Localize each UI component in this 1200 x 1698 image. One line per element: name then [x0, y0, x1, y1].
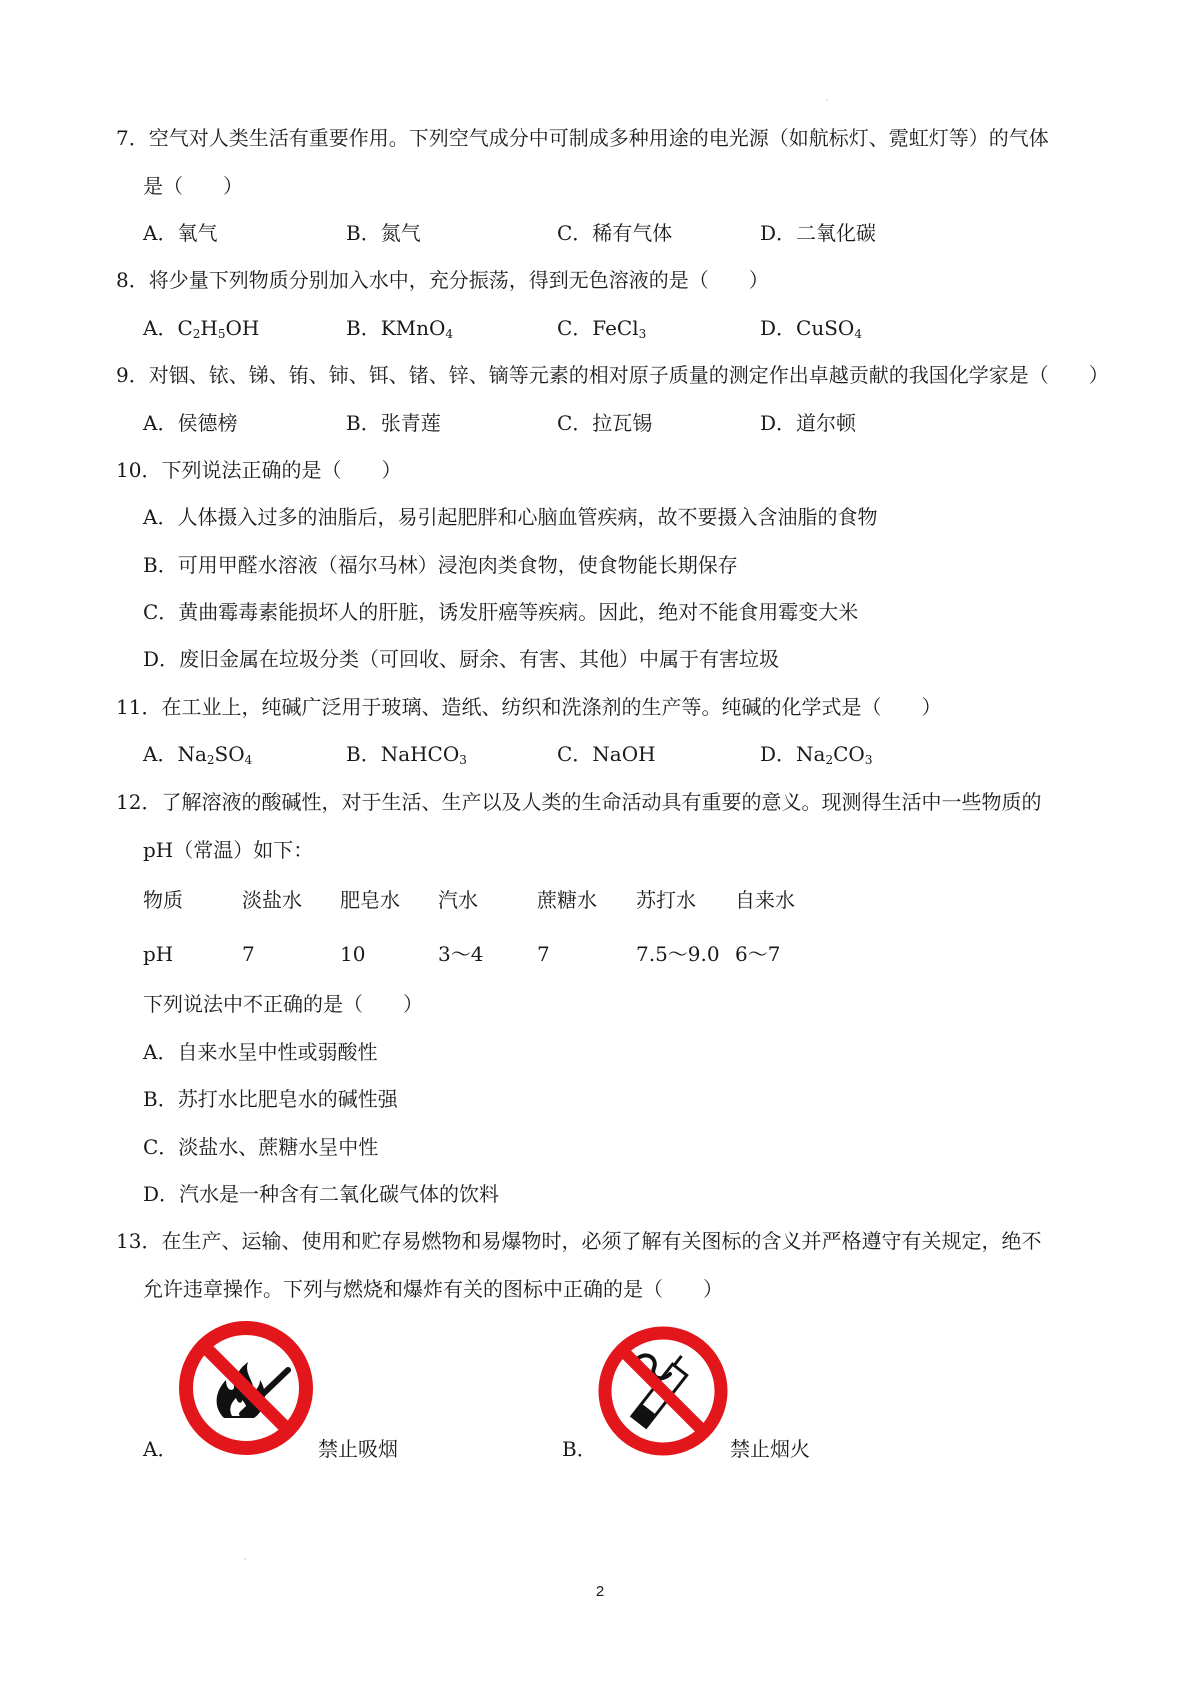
q13-stem-line2: 允许违章操作。下列与燃烧和爆炸有关的图标中正确的是（ ）: [143, 1277, 723, 1301]
q7-stem-line2: 是（ ）: [143, 174, 243, 198]
q8-stem: 8．将少量下列物质分别加入水中，充分振荡，得到无色溶液的是（ ）: [116, 268, 769, 292]
ph-table-cell: 7: [242, 942, 255, 966]
q9-option-a: A．侯德榜: [143, 411, 238, 435]
q9-stem: 9．对铟、铱、锑、铕、铈、铒、锗、锌、镝等元素的相对原子质量的测定作出卓越贡献的我国化学家是（ ）: [116, 363, 1109, 387]
q12-option-a: A．自来水呈中性或弱酸性: [143, 1040, 378, 1064]
q8-option-c: C．FeCl$_3$: [557, 316, 647, 341]
q10-option-c: C．黄曲霉毒素能损坏人的肝脏，诱发肝癌等疾病。因此，绝对不能食用霉变大米: [143, 600, 859, 624]
q9-option-d: D．道尔顿: [760, 411, 857, 435]
q12-option-d: D．汽水是一种含有二氧化碳气体的饮料: [143, 1182, 500, 1206]
q11-option-d: D．$Na_2CO_3$: [760, 742, 873, 767]
q9-option-b: B．张青莲: [346, 411, 441, 435]
ph-table-header: 自来水: [735, 888, 795, 912]
q7-option-b: B．氮气: [346, 221, 421, 245]
ph-table-header: 苏打水: [636, 888, 696, 912]
ph-table-header: 肥皂水: [340, 888, 400, 912]
ph-table-header: 淡盐水: [242, 888, 302, 912]
q12-option-c: C．淡盐水、蔗糖水呈中性: [143, 1135, 379, 1159]
q10-stem: 10．下列说法正确的是（ ）: [116, 458, 402, 482]
ph-table-header: 物质: [143, 888, 183, 912]
q7-stem-line1: 7．空气对人类生活有重要作用。下列空气成分中可制成多种用途的电光源（如航标灯、霓虹灯等）的气体: [116, 126, 1049, 150]
no-fire-sign-icon: [176, 1318, 316, 1458]
q13-option-a-letter: A．: [143, 1437, 178, 1461]
scan-dot: ·: [826, 96, 829, 105]
ph-table-cell: 3～4: [438, 942, 484, 966]
ph-table-cell: pH: [143, 942, 174, 966]
q12-stem-line2: pH（常温）如下：: [143, 838, 314, 862]
q7-option-a: A．氧气: [143, 221, 218, 245]
q8-option-d: D．CuSO$_4$: [760, 316, 862, 341]
ph-table-header: 蔗糖水: [537, 888, 597, 912]
q8-option-a: A．$C_2H_5OH$: [143, 316, 260, 341]
page-number: 2: [595, 1583, 605, 1600]
q12-option-b: B．苏打水比肥皂水的碱性强: [143, 1087, 398, 1111]
q10-option-b: B．可用甲醛水溶液（福尔马林）浸泡肉类食物，使食物能长期保存: [143, 553, 738, 577]
q10-option-d: D．废旧金属在垃圾分类（可回收、厨余、有害、其他）中属于有害垃圾: [143, 647, 780, 671]
q12-prompt: 下列说法中不正确的是（ ）: [143, 992, 423, 1016]
ph-table-cell: 6～7: [735, 942, 781, 966]
q8-option-b: B．KMnO$_4$: [346, 316, 454, 341]
q13-option-b-label: 禁止烟火: [730, 1437, 810, 1461]
q7-option-d: D．二氧化碳: [760, 221, 877, 245]
scan-dot: ·: [244, 1555, 247, 1564]
q11-option-c: C．NaOH: [557, 742, 656, 766]
q11-option-a: A．$Na_2SO_4$: [143, 742, 253, 767]
q13-option-b-letter: B．: [562, 1437, 597, 1461]
q11-stem: 11．在工业上，纯碱广泛用于玻璃、造纸、纺织和洗涤剂的生产等。纯碱的化学式是（ ）: [116, 695, 942, 719]
q13-stem-line1: 13．在生产、运输、使用和贮存易燃物和易爆物时，必须了解有关图标的含义并严格遵守有关规定，绝不: [116, 1229, 1042, 1253]
ph-table-header: 汽水: [438, 888, 478, 912]
ph-table-cell: 7: [537, 942, 550, 966]
q13-option-a-label: 禁止吸烟: [318, 1437, 398, 1461]
q9-option-c: C．拉瓦锡: [557, 411, 653, 435]
q7-option-c: C．稀有气体: [557, 221, 673, 245]
q10-option-a: A．人体摄入过多的油脂后，易引起肥胖和心脑血管疾病，故不要摄入含油脂的食物: [143, 505, 878, 529]
q11-option-b: B．NaHCO$_3$: [346, 742, 467, 767]
ph-table-cell: 7.5～9.0: [636, 942, 720, 966]
q12-stem-line1: 12．了解溶液的酸碱性，对于生活、生产以及人类的生命活动具有重要的意义。现测得生活中一些物质的: [116, 790, 1042, 814]
no-smoking-sign-icon: [596, 1324, 730, 1458]
ph-table-cell: 10: [340, 942, 366, 966]
